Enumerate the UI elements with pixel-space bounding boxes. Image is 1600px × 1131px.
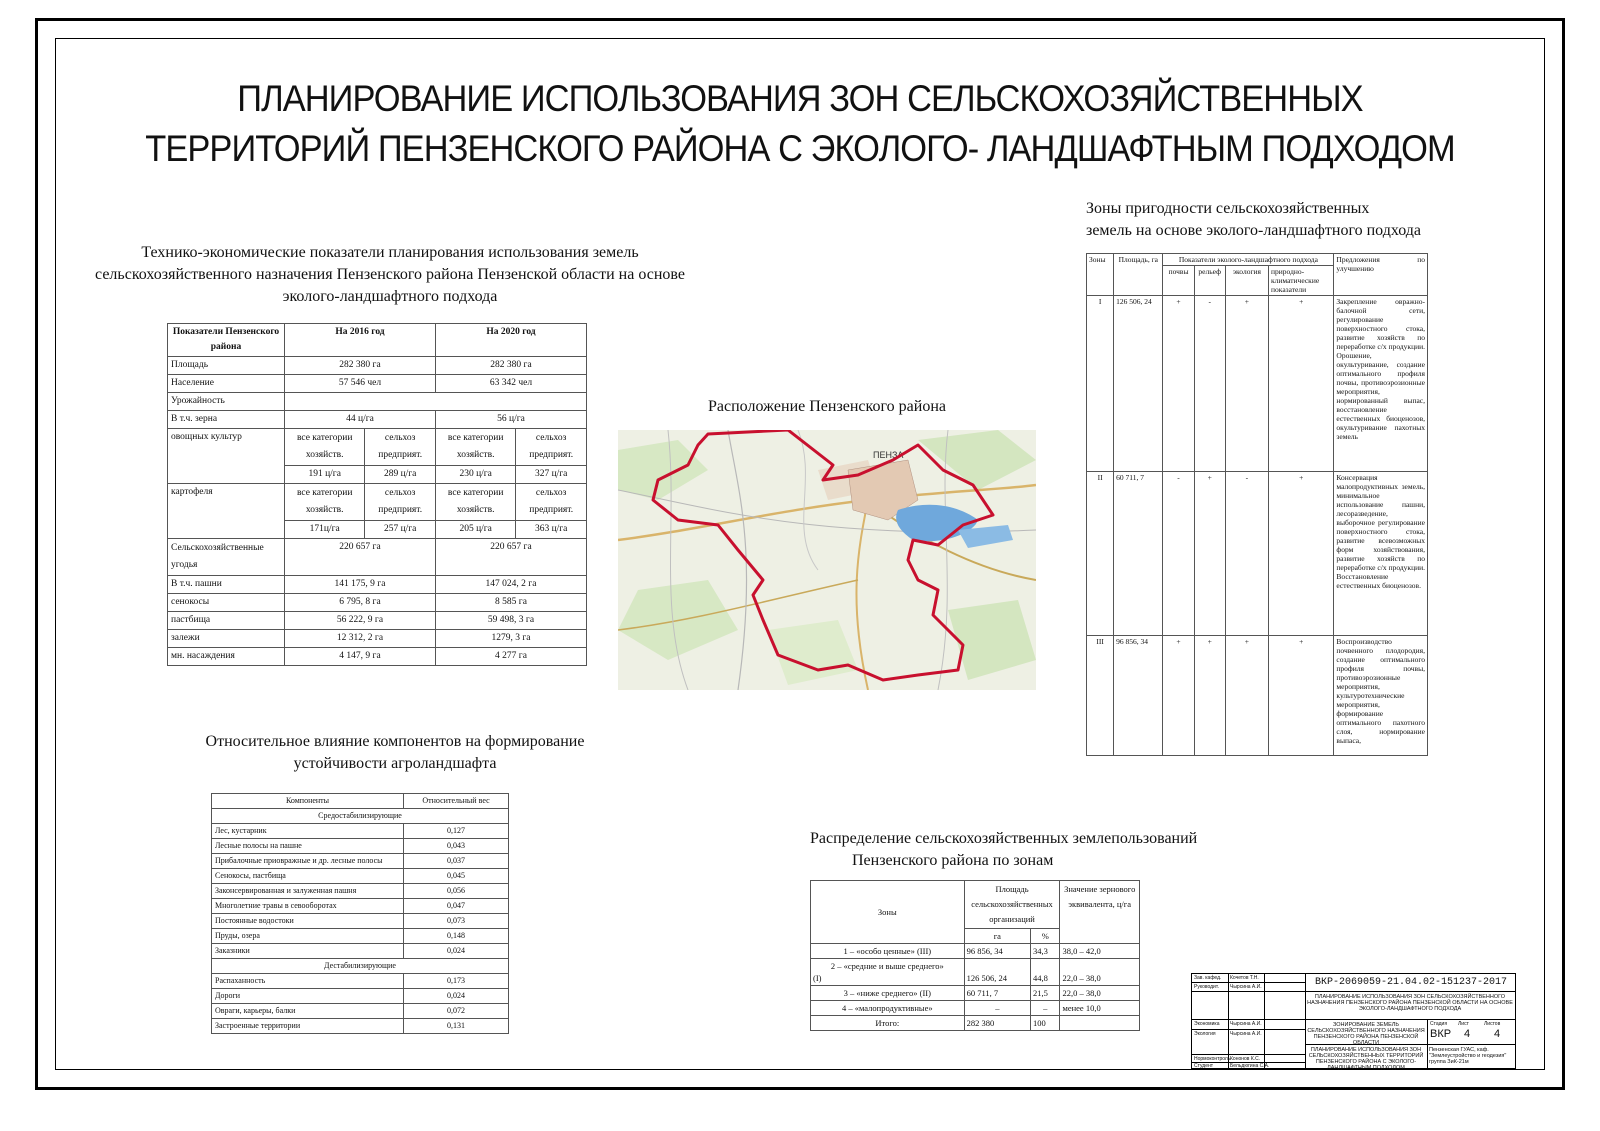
table-cell: 44,8	[1031, 959, 1060, 986]
components-caption-line: Относительное влияние компонентов на формирование	[205, 733, 585, 750]
table-cell: Распаханность	[212, 974, 404, 989]
table-header: рельеф	[1194, 266, 1225, 296]
table-header: Показатели эколого-ландшафтного подхода	[1163, 254, 1334, 266]
table-header: Предложения по улучшению	[1334, 254, 1428, 296]
table-cell: 363 ц/га	[516, 521, 587, 539]
stamp-name: Чырсина А.И.	[1230, 984, 1262, 990]
table-cell: +	[1194, 636, 1225, 756]
table-row	[168, 375, 587, 393]
table-cell: 141 175, 9 га	[285, 576, 436, 594]
table-cell: сельхоз предприят.	[365, 429, 436, 466]
table-row	[212, 854, 509, 869]
table-cell: +	[1269, 636, 1334, 756]
table-row	[168, 484, 587, 521]
map-city-label: ПЕНЗА	[873, 450, 904, 460]
table-cell: 100	[1031, 1016, 1060, 1031]
table-cell: 4 147, 9 га	[285, 648, 436, 666]
table-cell: все категории хозяйств.	[285, 429, 365, 466]
table-cell: 282 380 га	[285, 357, 436, 375]
table-cell: Площадь	[168, 357, 285, 375]
table-cell: 327 ц/га	[516, 466, 587, 484]
sheet-value: 4	[1464, 1028, 1471, 1040]
sheet-label: Лист	[1458, 1021, 1469, 1027]
stage-label: Стадия	[1430, 1021, 1448, 1027]
table-cell: Заказники	[212, 944, 404, 959]
table-cell: все категории хозяйств.	[285, 484, 365, 521]
table-cell: 0,024	[404, 944, 509, 959]
table-cell: залежи	[168, 630, 285, 648]
table-row	[168, 357, 587, 375]
table-cell: В т.ч. зерна	[168, 411, 285, 429]
indicators-caption	[80, 242, 700, 308]
stamp-name: Чырсина А.И.	[1230, 1021, 1262, 1027]
table-cell: +	[1225, 636, 1268, 756]
indicators-caption-line: Технико-экономические показатели планирования использования земель	[141, 244, 639, 261]
zones-caption	[1086, 198, 1421, 242]
table-row	[168, 429, 587, 466]
table-cell: 59 498, 3 га	[435, 612, 586, 630]
zone-label-line: 2 – «средние и выше среднего»	[830, 961, 944, 971]
table-row	[212, 974, 509, 989]
stamp-description: ПЛАНИРОВАНИЕ ИСПОЛЬЗОВАНИЯ ЗОН СЕЛЬСКОХОЗЯЙСТВЕННЫХ ТЕРРИТОРИЙ ПЕНЗЕНСКОГО РАЙОНА С ЭКОЛОГО-ЛАНДШАФТНЫМ ПОДХОДОМ	[1308, 1047, 1424, 1071]
table-row	[212, 884, 509, 899]
table-header: Зоны	[1087, 254, 1114, 296]
table-cell: Законсервированная и залуженная пашня	[212, 884, 404, 899]
table-row	[168, 594, 587, 612]
table-cell: 0,024	[404, 989, 509, 1004]
table-cell: Овраги, карьеры, балки	[212, 1004, 404, 1019]
table-row	[212, 944, 509, 959]
map-image	[618, 430, 1036, 690]
stamp-name: Бельдюгина С.А.	[1230, 1063, 1270, 1069]
table-row	[168, 648, 587, 666]
table-cell: +	[1163, 636, 1194, 756]
table-cell: 3 – «ниже среднего» (II)	[811, 986, 965, 1001]
table-cell: 22,0 – 38,0	[1060, 986, 1140, 1001]
table-cell: 0,047	[404, 899, 509, 914]
stamp-name: Чырсина А.И.	[1230, 1031, 1262, 1037]
table-header: экология	[1225, 266, 1268, 296]
table-cell: овощных культур	[168, 429, 285, 484]
table-header: га	[964, 929, 1030, 944]
table-cell: 60 711, 7	[964, 986, 1030, 1001]
table-cell: Дороги	[212, 989, 404, 1004]
indicators-caption-line: сельскохозяйственного назначения Пензенского района Пензенской области на основе	[95, 266, 685, 283]
table-row	[1087, 296, 1428, 472]
document-code: ВКР-2069059-21.04.02-151237-2017	[1314, 977, 1508, 988]
components-caption	[140, 731, 650, 775]
table-row	[212, 839, 509, 854]
table-header: Зоны	[811, 881, 965, 944]
table-cell: В т.ч. пашни	[168, 576, 285, 594]
table-cell: 56 222, 9 га	[285, 612, 436, 630]
zones-table	[1086, 253, 1428, 756]
table-cell: -	[1194, 296, 1225, 472]
table-cell: +	[1194, 472, 1225, 636]
table-cell: +	[1269, 472, 1334, 636]
table-header: природно-климатические показатели	[1269, 266, 1334, 296]
table-cell: сельхоз предприят.	[365, 484, 436, 521]
table-cell: 0,043	[404, 839, 509, 854]
table-cell: –	[1031, 1001, 1060, 1016]
table-row	[212, 899, 509, 914]
zones-caption-line: Зоны пригодности сельскохозяйственных	[1086, 200, 1370, 217]
table-row	[212, 809, 509, 824]
table-header: Компоненты	[212, 794, 404, 809]
table-cell: 4 – «малопродуктивные»	[811, 1001, 965, 1016]
distribution-caption-line: Пензенского района по зонам	[852, 852, 1054, 869]
district-map[interactable]	[618, 430, 1036, 690]
components-table	[211, 793, 509, 1034]
table-cell: 205 ц/га	[435, 521, 515, 539]
table-cell: 0,073	[404, 914, 509, 929]
indicators-caption-line: эколого-ландшафтного подхода	[282, 288, 498, 305]
table-cell: 60 711, 7	[1114, 472, 1163, 636]
table-row	[811, 1001, 1140, 1016]
table-row	[212, 794, 509, 809]
table-header: Значение зернового эквивалента, ц/га	[1060, 881, 1140, 944]
table-cell: 0,148	[404, 929, 509, 944]
table-cell: Сенокосы, пастбища	[212, 869, 404, 884]
table-cell: 21,5	[1031, 986, 1060, 1001]
table-row	[811, 986, 1140, 1001]
table-cell: Итого:	[811, 1016, 965, 1031]
table-row	[168, 393, 587, 411]
table-cell: +	[1269, 296, 1334, 472]
table-cell: +	[1163, 296, 1194, 472]
table-row	[1087, 636, 1428, 756]
stamp-organization: Пензенская ГУАС, каф. "Землеустройство и геодезия" группа ЗиК-21м	[1429, 1047, 1507, 1065]
table-row	[1087, 472, 1428, 636]
table-cell: Сельскохозяйственные угодья	[168, 539, 285, 576]
table-cell: 63 342 чел	[435, 375, 586, 393]
table-cell: 0,173	[404, 974, 509, 989]
table-row	[212, 914, 509, 929]
table-row	[212, 929, 509, 944]
table-cell: 126 506, 24	[1114, 296, 1163, 472]
stamp-label: Зав. кафед.	[1194, 975, 1222, 981]
table-cell: 4 277 га	[435, 648, 586, 666]
table-cell: -	[1163, 472, 1194, 636]
table-row	[212, 824, 509, 839]
table-row	[168, 324, 587, 357]
table-section: Средостабилизирующие	[212, 809, 509, 824]
table-header: На 2020 год	[435, 324, 586, 357]
distribution-caption	[810, 828, 1197, 872]
table-cell: -	[1225, 472, 1268, 636]
table-cell: 34,3	[1031, 944, 1060, 959]
title-block	[1191, 973, 1516, 1069]
table-cell: II	[1087, 472, 1114, 636]
table-cell: 44 ц/га	[285, 411, 436, 429]
stamp-label: Экология	[1194, 1031, 1216, 1037]
table-cell: 282 380 га	[435, 357, 586, 375]
table-header: На 2016 год	[285, 324, 436, 357]
stamp-label: Экономика	[1194, 1021, 1220, 1027]
table-cell: Урожайность	[168, 393, 285, 411]
table-header: Площадь сельскохозяйственных организаций	[964, 881, 1060, 929]
table-header: %	[1031, 929, 1060, 944]
table-cell: III	[1087, 636, 1114, 756]
stamp-description: ЗОНИРОВАНИЕ ЗЕМЕЛЬ СЕЛЬСКОХОЗЯЙСТВЕННОГО НАЗНАЧЕНИЯ ПЕНЗЕНСКОГО РАЙОНА ПЕНЗЕНСКОЙ ОБЛАСТИ	[1307, 1022, 1425, 1046]
table-cell: –	[964, 1001, 1030, 1016]
table-header: Площадь, га	[1114, 254, 1163, 296]
table-cell: Прибалочные приовражные и др. лесные полосы	[212, 854, 404, 869]
table-cell: I	[1087, 296, 1114, 472]
table-row	[811, 959, 1140, 986]
table-cell: Лесные полосы на пашне	[212, 839, 404, 854]
stamp-name: Кононов К.С.	[1230, 1056, 1261, 1062]
table-header: Относительный вес	[404, 794, 509, 809]
table-cell: 171ц/га	[285, 521, 365, 539]
table-row	[811, 1016, 1140, 1031]
table-cell: 6 795, 8 га	[285, 594, 436, 612]
table-cell: Лес, кустарник	[212, 824, 404, 839]
table-cell: 96 856, 34	[1114, 636, 1163, 756]
table-cell: сенокосы	[168, 594, 285, 612]
zone-label-line: (I)	[813, 973, 822, 983]
table-cell: Многолетние травы в севооборотах	[212, 899, 404, 914]
table-cell: 257 ц/га	[365, 521, 436, 539]
table-section: Дестабилизирующие	[212, 959, 509, 974]
distribution-caption-line: Распределение сельскохозяйственных землепользований	[810, 830, 1198, 847]
map-caption: Расположение Пензенского района	[708, 398, 946, 415]
table-cell: Население	[168, 375, 285, 393]
table-cell: 12 312, 2 га	[285, 630, 436, 648]
table-row	[212, 1019, 509, 1034]
table-cell: 57 546 чел	[285, 375, 436, 393]
indicators-table	[167, 323, 587, 666]
table-row	[811, 881, 1140, 929]
table-cell: 220 657 га	[435, 539, 586, 576]
table-cell	[811, 959, 965, 986]
stamp-label: Студент	[1194, 1063, 1214, 1069]
table-cell: 0,072	[404, 1004, 509, 1019]
stamp-label: Нормоконтроль	[1194, 1056, 1231, 1062]
table-row	[212, 989, 509, 1004]
table-cell: все категории хозяйств.	[435, 429, 515, 466]
title-line-1: ПЛАНИРОВАНИЕ ИСПОЛЬЗОВАНИЯ ЗОН СЕЛЬСКОХОЗЯЙСТВЕННЫХ	[237, 78, 1363, 119]
table-cell: мн. насаждения	[168, 648, 285, 666]
table-row	[212, 959, 509, 974]
page-title	[112, 74, 1488, 174]
table-cell: Воспроизводство почвенного плодородия, создание оптимального профиля почвы, противоэрозионные мероприятия, культуротехнические мероприятия, формирование оптимального пахотного слоя, нормирование выпаса,	[1334, 636, 1428, 756]
table-cell: 96 856, 34	[964, 944, 1030, 959]
components-caption-line: устойчивости агроландшафта	[293, 755, 497, 772]
table-cell: Пруды, озера	[212, 929, 404, 944]
table-cell: 22,0 – 38,0	[1060, 959, 1140, 986]
table-row	[1087, 254, 1428, 266]
table-cell: 38,0 – 42,0	[1060, 944, 1140, 959]
title-line-2: ТЕРРИТОРИЙ ПЕНЗЕНСКОГО РАЙОНА С ЭКОЛОГО- ЛАНДШАФТНЫМ ПОДХОДОМ	[145, 128, 1455, 169]
table-cell	[285, 393, 587, 411]
table-row	[212, 1004, 509, 1019]
table-cell: сельхоз предприят.	[516, 484, 587, 521]
table-cell: 1 – «особо ценные» (III)	[811, 944, 965, 959]
table-cell: 126 506, 24	[964, 959, 1030, 986]
table-cell: Закрепление овражно-балочной сети, регулирование поверхностного стока, развитие хозяйств по переработке с/х продукции. Орошение, окультуривание, создание оптимального профиля почвы, противоэрозионные мероприятия, нормированный выпас, восстановление естественных биоценозов, окультуривание пахотных земель	[1334, 296, 1428, 472]
stage-value: ВКР	[1430, 1028, 1452, 1040]
table-cell: 1279, 3 га	[435, 630, 586, 648]
table-row	[168, 539, 587, 576]
table-row	[811, 944, 1140, 959]
table-cell: Постоянные водостоки	[212, 914, 404, 929]
sheets-label: Листов	[1484, 1021, 1501, 1027]
table-cell: 0,056	[404, 884, 509, 899]
table-row	[168, 612, 587, 630]
table-cell: пастбища	[168, 612, 285, 630]
stamp-label: Руководит.	[1194, 984, 1219, 990]
stamp-name: Кочетов Т.Н.	[1230, 975, 1259, 981]
zones-caption-line: земель на основе эколого-ландшафтного подхода	[1086, 222, 1422, 239]
table-header: Показатели Пензенского района	[168, 324, 285, 357]
table-cell: картофеля	[168, 484, 285, 539]
table-row	[168, 576, 587, 594]
table-row	[168, 630, 587, 648]
stamp-description: ПЛАНИРОВАНИЕ ИСПОЛЬЗОВАНИЯ ЗОН СЕЛЬСКОХОЗЯЙСТВЕННОГО НАЗНАЧЕНИЯ ПЕНЗЕНСКОГО РАЙОНА ПЕНЗЕНСКОЙ ОБЛАСТИ НА ОСНОВЕ ЭКОЛОГО-ЛАНДШАФТНОГО ПОДХОДА	[1307, 994, 1513, 1012]
table-cell: 191 ц/га	[285, 466, 365, 484]
table-cell: 220 657 га	[285, 539, 436, 576]
table-cell: 147 024, 2 га	[435, 576, 586, 594]
table-cell: все категории хозяйств.	[435, 484, 515, 521]
table-header: почвы	[1163, 266, 1194, 296]
table-cell: 282 380	[964, 1016, 1030, 1031]
table-row	[168, 411, 587, 429]
distribution-table	[810, 880, 1140, 1031]
table-cell: сельхоз предприят.	[516, 429, 587, 466]
table-cell: 0,131	[404, 1019, 509, 1034]
table-row	[212, 869, 509, 884]
table-cell: 56 ц/га	[435, 411, 586, 429]
table-cell: 8 585 га	[435, 594, 586, 612]
sheets-value: 4	[1494, 1028, 1501, 1040]
table-cell: 0,127	[404, 824, 509, 839]
table-cell	[1060, 1016, 1140, 1031]
table-cell: Застроенные территории	[212, 1019, 404, 1034]
table-cell: 230 ц/га	[435, 466, 515, 484]
table-cell: менее 10,0	[1060, 1001, 1140, 1016]
table-cell: +	[1225, 296, 1268, 472]
table-cell: 0,045	[404, 869, 509, 884]
table-cell: 289 ц/га	[365, 466, 436, 484]
table-cell: 0,037	[404, 854, 509, 869]
table-cell: Консервация малопродуктивных земель, минимальное использование пашни, лесоразведение, выборочное регулирование поверхностного стока, развитие всевозможных форм хозяйствования, развитие хозяйств по переработке с/х продукции. Восстановление естественных биоценозов.	[1334, 472, 1428, 636]
